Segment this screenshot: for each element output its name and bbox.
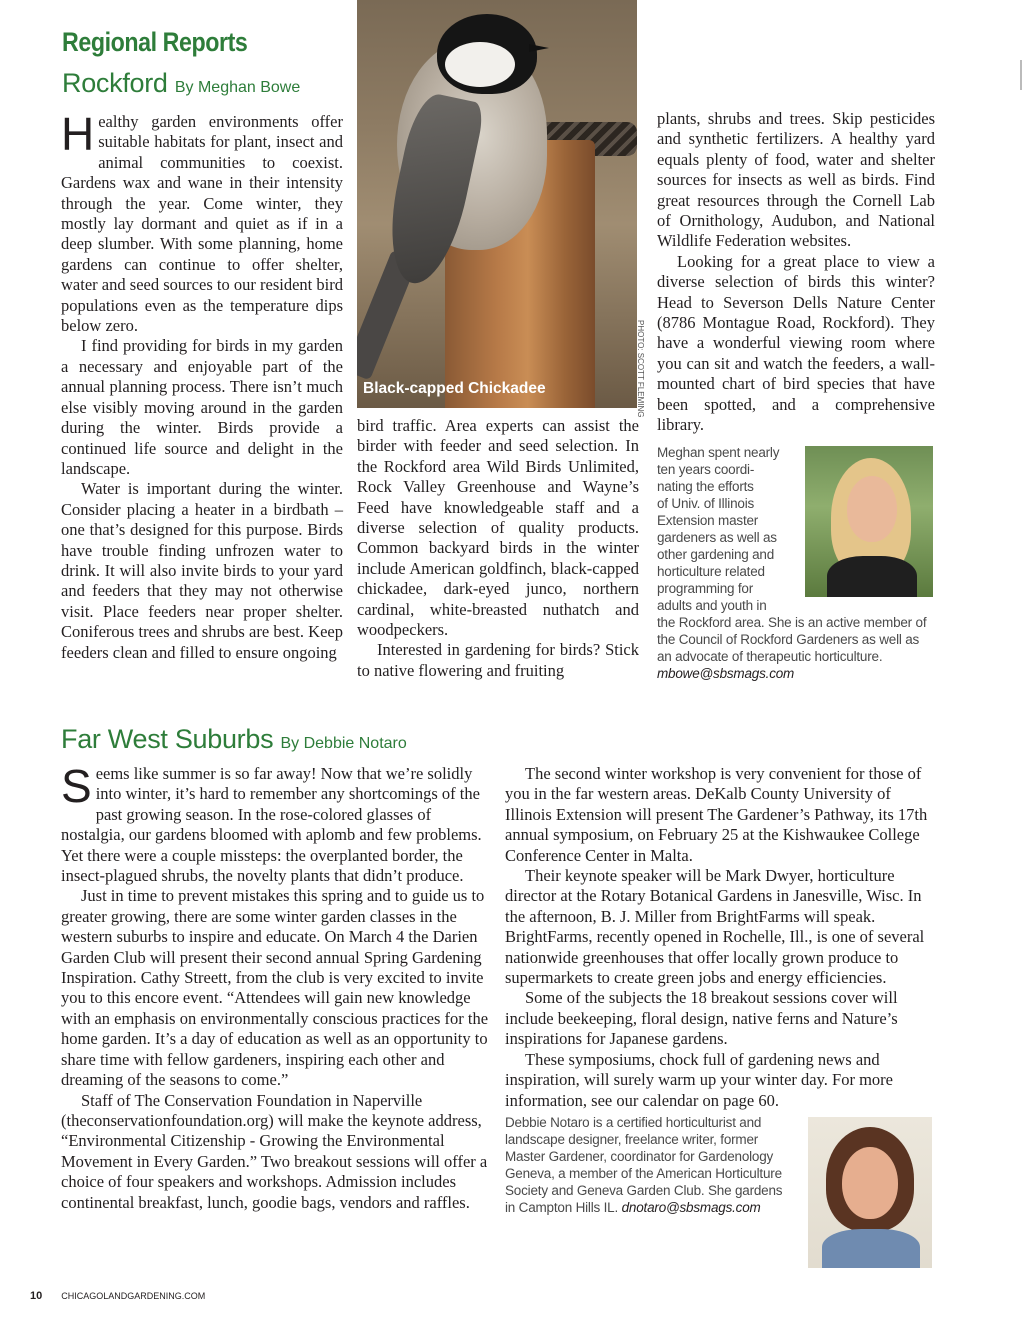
bio-line: Master Gardener, coordinator for Gardenology xyxy=(505,1149,774,1164)
farwest-title-text: Far West Suburbs xyxy=(61,724,274,754)
farwest-col2-paragraph-2: Their keynote speaker will be Mark Dwyer, horticulture director at the Rotary Botanical Gardens in Janesville, Wisc. In the afternoon, B. J. Miller from BrightFarms will speak. BrightFarms, recently opened in Rochelle, Ill., is one of several nationwide greenhouses that offer locally grown produce to supermarkets to create green jobs and energy efficiencies. xyxy=(505,866,925,988)
bird-cheek xyxy=(445,42,515,87)
bio-line: Meghan spent nearly xyxy=(657,445,780,460)
rockford-column-2 xyxy=(357,416,639,681)
rockford-col2-paragraph-2: Interested in gardening for birds? Stick to native flowering and fruiting xyxy=(357,640,639,680)
rockford-column-1 xyxy=(61,108,343,663)
portrait-shirt xyxy=(827,556,917,597)
farwest-col1-first-paragraph: eems like summer is so far away! Now that we’re solidly into winter, it’s hard to remember any shortcomings of the past growing season. In the rose-colored glasses of nostalgia, our gardens bloomed with aplomb and few problems. Yet there were a couple missteps: the overplanted border, the insect-plagued shrubs, the novelty plants that didn’t produce. xyxy=(61,764,482,886)
meghan-bio-narrow xyxy=(657,444,803,614)
chickadee-photo xyxy=(357,0,637,408)
photo-credit: PHOTO: SCOTT FLEMING xyxy=(636,320,645,418)
bio-line: adults and youth in xyxy=(657,598,767,613)
bio-rest-text: the Rockford area. She is an active member of the Council of Rockford Gardeners as well as an advocate of therapeutic horticulture. xyxy=(657,615,927,664)
footer-site[interactable]: CHICAGOLANDGARDENING.COM xyxy=(61,1291,206,1301)
farwest-col2-paragraph-4: These symposiums, chock full of gardening news and inspiration, will surely warm up your winter day. For more information, see our calendar on page 60. xyxy=(505,1049,893,1110)
rockford-col1-paragraph-2: I find providing for birds in my garden a necessary and enjoyable part of the annual planning process. There isn’t much else visibly moving around in the garden during the winter. Birds provide a continued life source and delight in the landscape. xyxy=(61,336,343,478)
bio-line: programming for xyxy=(657,581,754,596)
bio-line: horticulture related xyxy=(657,564,765,579)
photo-caption: Black-capped Chickadee xyxy=(363,380,546,397)
bio-line: gardeners as well as xyxy=(657,530,777,545)
farwest-col1-paragraph-2: Just in time to prevent mistakes this spring and to guide us to greater growing, there are some winter garden classes in the western suburbs to inspire and educate. On March 4 the Darien Garden Club will present their second annual Spring Gardening Inspiration. Cathy Streett, from the club is very excited to invite you to this encore event. “Attendees will gain new knowledge with an emphasis on environmentally conscious practices for the home garden. It’s a day of education as well as an opportunity to share time with fellow gardeners, inspiring each other and dreaming of the seasons to come.” xyxy=(61,886,489,1090)
farwest-col2-paragraph-1: The second winter workshop is very convenient for those of you in the far western areas. DeKalb County University of Illinois Extension will present The Gardener’s Pathway, its 17th annual symposium, on February 25 at the Kishwaukee College Conference Center in Malta. xyxy=(505,764,928,865)
rockford-col1-paragraph-3: Water is important during the winter. Consider placing a heater in a birdbath – one that’s designed for this purpose. Birds have trouble finding unfrozen water to drink. It will also invite birds to your yard and feeders that they may not otherwise visit. Place feeders near proper shelter. Coniferous trees and shrubs are best. Keep feeders clean and filled to ensure ongoing xyxy=(61,479,343,662)
bio-line: ten years coordi- xyxy=(657,462,755,477)
farwest-col1-paragraph-3: Staff of The Conservation Foundation in Naperville (theconservationfoundation.org) will make the keynote address, “Environmental Citizenship - Growing the Environmental Movement in Every Garden.” Two breakout sessions will offer a choice of four speakers and workshops. Admission includes continental breakfast, lunch, goodie bags, vendors and raffles. xyxy=(61,1090,488,1212)
bio-line: nating the efforts xyxy=(657,479,754,494)
farwest-dropcap: S xyxy=(61,760,92,812)
farwest-col2-paragraph-3: Some of the subjects the 18 breakout sessions cover will include beekeeping, floral design, native ferns and Nature’s inspirations for Japanese gardens. xyxy=(505,988,898,1049)
page-footer xyxy=(30,1290,205,1302)
meghan-email-link[interactable]: mbowe@sbsmags.com xyxy=(657,666,795,681)
rockford-col3-paragraph-2: Looking for a great place to view a diverse selection of birds this winter? Head to Severson Dells Nature Center (8786 Montague Road, Rockford). They have a wonderful viewing room where you can sit and watch the feeders, a wall-mounted chart of bird species that have been spotted, and a comprehensive library. xyxy=(657,251,935,435)
bio-line: Debbie Notaro is a certified horticulturist and xyxy=(505,1115,762,1130)
rockford-title xyxy=(62,68,300,99)
bio-line: other gardening and xyxy=(657,547,775,562)
portrait-face xyxy=(842,1147,898,1219)
rockford-title-text: Rockford xyxy=(62,68,168,98)
rockford-col2-paragraph-1: bird traffic. Area experts can assist the birder with feeder and seed selection. In the Rockford area Wild Birds Unlimited, Rock Valley Greenhouse and Wayne’s Feed have knowledgeable staff and a diverse selection of quality products. Common backyard birds in the winter include American goldfinch, black-capped chickadee, dark-eyed junco, northern cardinal, white-breasted nuthatch and woodpeckers. xyxy=(357,416,639,640)
meghan-bio-rest xyxy=(657,614,935,682)
page-number: 10 xyxy=(30,1290,43,1302)
farwest-byline: By Debbie Notaro xyxy=(280,735,407,752)
bio-last-text: in Campton Hills IL. xyxy=(505,1200,619,1215)
portrait-shirt xyxy=(822,1229,920,1268)
bio-line: of Univ. of Illinois xyxy=(657,496,755,511)
rockford-dropcap: H xyxy=(61,108,95,160)
bio-line-last xyxy=(505,1199,805,1216)
debbie-portrait xyxy=(808,1117,932,1268)
page-edge-mark xyxy=(1020,60,1022,90)
bio-line: landscape designer, freelance writer, former xyxy=(505,1132,759,1147)
debbie-bio xyxy=(505,1114,805,1216)
rockford-column-3 xyxy=(657,109,935,436)
farwest-title xyxy=(61,724,407,755)
bio-line: Society and Geneva Garden Club. She gardens xyxy=(505,1183,783,1198)
bird-beak xyxy=(529,44,549,52)
farwest-column-2 xyxy=(505,764,933,1111)
farwest-column-1 xyxy=(61,760,489,1213)
portrait-face xyxy=(847,476,897,542)
bio-line: Geneva, a member of the American Horticulture xyxy=(505,1166,782,1181)
rockford-col3-paragraph-1: plants, shrubs and trees. Skip pesticides and synthetic fertilizers. A healthy yard equals plenty of food, water and shelter sources for insects as well as birds. Find great resources through the Cornell Lab of Ornithology, Audubon, and National Wildlife Federation websites. xyxy=(657,109,935,251)
rockford-byline: By Meghan Bowe xyxy=(174,79,301,96)
bio-line: Extension master xyxy=(657,513,759,528)
meghan-portrait xyxy=(805,446,933,597)
section-header: Regional Reports xyxy=(62,27,248,57)
debbie-email-link[interactable]: dnotaro@sbsmags.com xyxy=(621,1200,761,1215)
rockford-col1-first-paragraph: ealthy garden environments offer suitable habitats for plant, insect and animal communities to coexist. Gardens wax and wane in their intensity through the year. Come winter, they mostly lay dormant and quiet as if in a deep slumber. With some planning, home gardens can continue to offer shelter, water and seed sources to our resident bird populations even as the temperature dips below zero. xyxy=(61,112,343,336)
